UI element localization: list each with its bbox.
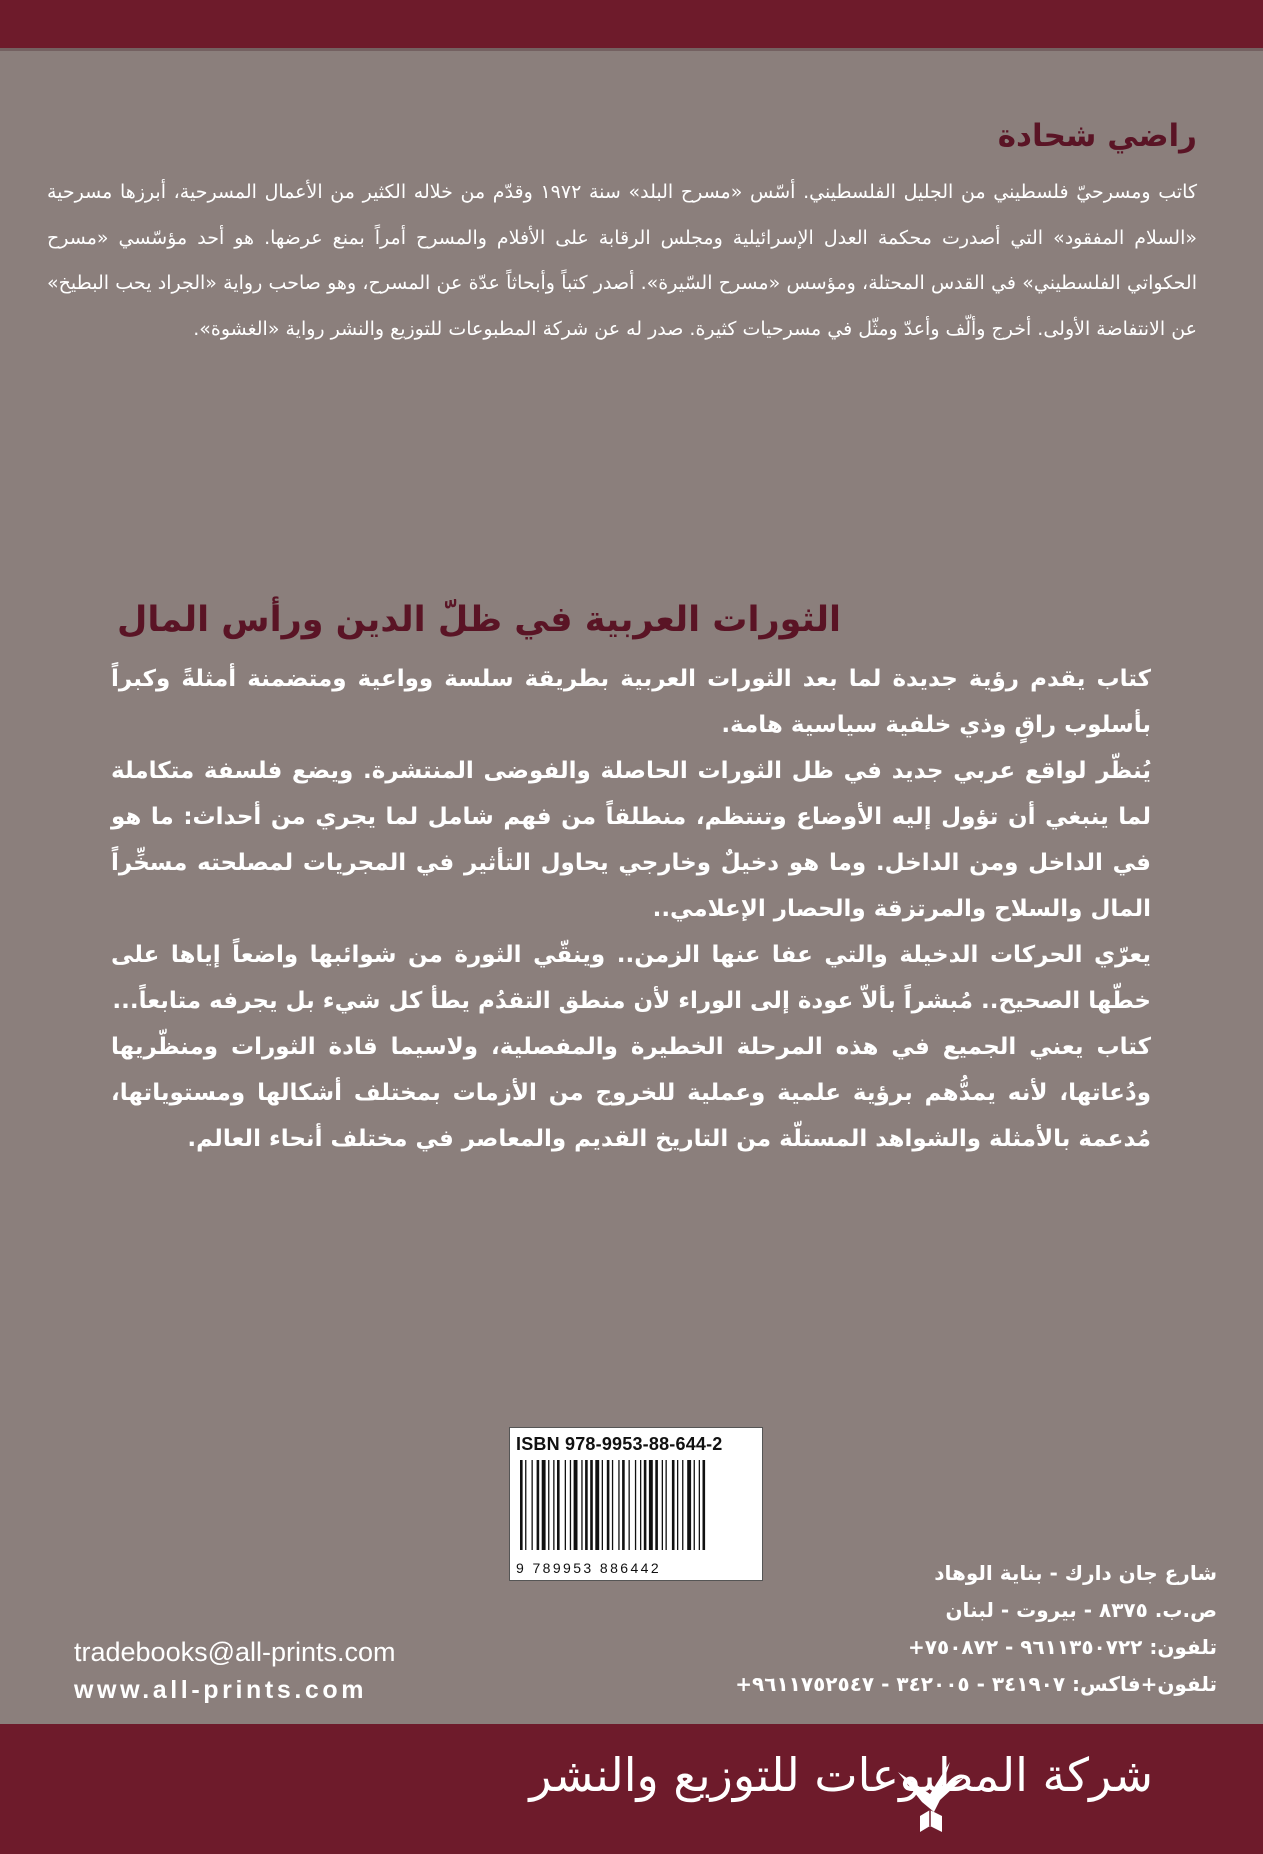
barcode-bar: [581, 1460, 582, 1550]
barcode-bar: [622, 1460, 625, 1550]
web-contact: [74, 1632, 396, 1708]
barcode-bar: [602, 1460, 603, 1550]
barcode-bar: [585, 1460, 588, 1550]
barcode-bar: [635, 1460, 636, 1550]
barcode-bar: [682, 1460, 683, 1550]
description-paragraph: كتاب يقدم رؤية جديدة لما بعد الثورات العربية بطريقة سلسة وواعية ومتضمنة أمثلةً وكبراً بأسلوب راقٍ وذي خلفية سياسية هامة.: [111, 666, 1151, 738]
barcode-bar: [672, 1460, 675, 1550]
address-phone: تلفون: ٩٦١١٣٥٠٧٢٢ - ٧٥٠٨٧٢+: [908, 1635, 1217, 1659]
author-name: راضي شحادة: [997, 118, 1197, 154]
barcode-bar: [629, 1460, 630, 1550]
publisher-name: شركة المطبوعات للتوزيع والنشر: [529, 1748, 1153, 1802]
barcode-bar: [532, 1460, 533, 1550]
barcode-bar: [618, 1460, 619, 1550]
barcode-bar: [677, 1460, 678, 1550]
isbn-number: ISBN 978-9953-88-644-2: [516, 1434, 723, 1454]
barcode-bar: [640, 1460, 641, 1550]
barcode-bar: [699, 1460, 700, 1550]
barcode-bar: [570, 1460, 571, 1550]
barcode-bar: [542, 1460, 546, 1550]
author-bio: كاتب ومسرحيّ فلسطيني من الجليل الفلسطيني. أسّس «مسرح البلد» سنة ١٩٧٢ وقدّم من خلاله الكثير من الأعمال المسرحية، أبرزها مسرحية «السلام المفقود» التي أصدرت محكمة العدل الإسرائيلية ومجلس الرقابة على الأفلام والمسرح أمراً بمنع عرضها. هو أحد مؤسّسي «مسرح الحكواتي الفلسطيني» في القدس المحتلة، ومؤسس «مسرح السّيرة». أصدر كتباً وأبحاثاً عدّة عن المسرح، وهو صاحب رواية «الجراد يحب البطيخ» عن الانتفاضة الأولى. أخرج وألّف وأعدّ ومثّل في مسرحيات كثيرة. صدر له عن شركة المطبوعات للتوزيع والنشر رواية «الغشوة».: [47, 181, 1198, 340]
barcode-bar: [595, 1460, 599, 1550]
address-phone-fax: تلفون+فاكس: ٣٤١٩٠٧ - ٣٤٢٠٠٥ - ٩٦١١٧٥٢٥٤٧+: [735, 1672, 1217, 1696]
barcode-bar: [703, 1460, 706, 1550]
barcode-bar: [662, 1460, 663, 1550]
barcode-bar: [655, 1460, 658, 1550]
barcode: [520, 1460, 752, 1550]
barcode-digits: 9 789953 886442: [516, 1560, 661, 1576]
barcode-bar: [553, 1460, 554, 1550]
barcode-bar: [537, 1460, 540, 1550]
barcode-bar: [557, 1460, 560, 1550]
barcode-bar: [548, 1460, 549, 1550]
website-url[interactable]: www.all-prints.com: [74, 1676, 368, 1704]
book-title: الثورات العربية في ظلّ الدين ورأس المال: [117, 600, 841, 640]
barcode-bar: [666, 1460, 667, 1550]
barcode-bar: [574, 1460, 578, 1550]
barcode-bar: [525, 1460, 526, 1550]
barcode-bar: [644, 1460, 647, 1550]
barcode-bar: [565, 1460, 566, 1550]
address-street: شارع جان دارك - بناية الوهاد: [934, 1561, 1217, 1585]
description-paragraph: كتاب يعني الجميع في هذه المرحلة الخطيرة والمفصلية، ولاسيما قادة الثورات ومنظّريها ودُعاتها، لأنه يمدُّهم برؤية علمية وعملية للخروج من الأزمات بمختلف أشكالها ومستوياتها، مُدعمة بالأمثلة والشواهد المستلّة من التاريخ القديم والمعاصر في مختلف أنحاء العالم.: [111, 1034, 1151, 1152]
barcode-bar: [607, 1460, 610, 1550]
email-address[interactable]: tradebooks@all-prints.com: [74, 1637, 396, 1667]
barcode-bar: [590, 1460, 593, 1550]
author-section: [47, 118, 1197, 352]
barcode-bar: [694, 1460, 695, 1550]
barcode-bar: [612, 1460, 613, 1550]
description-paragraph: يعرّي الحركات الدخيلة والتي عفا عنها الزمن.. وينقّي الثورة من شوائبها واضعاً إياها على خطّها الصحيح.. مُبشراً بألاّ عودة إلى الوراء لأن منطق التقدُم يطأ كل شيء بل يجرفه متابعاً...: [111, 942, 1151, 1014]
address-pobox: ص.ب. ٨٣٧٥ - بيروت - لبنان: [945, 1598, 1217, 1622]
barcode-bar: [520, 1460, 523, 1550]
barcode-bar: [687, 1460, 691, 1550]
book-section: [111, 600, 1151, 1162]
top-color-band: [0, 0, 1263, 48]
book-description: [111, 656, 1151, 1162]
publisher-address: [697, 1555, 1217, 1703]
description-paragraph: يُنظّر لواقع عربي جديد في ظل الثورات الحاصلة والفوضى المنتشرة. ويضع فلسفة متكاملة لما ينبغي أن تؤول إليه الأوضاع وتنتظم، منطلقاً من فهم شامل لما يجري من أحداث: ما هو في الداخل ومن الداخل. وما هو دخيلٌ وخارجي يحاول التأثير في المجريات لمصلحته مسخِّراً المال والسلاح والمرتزقة والحصار الإعلامي..: [111, 758, 1151, 922]
barcode-bar: [649, 1460, 653, 1550]
